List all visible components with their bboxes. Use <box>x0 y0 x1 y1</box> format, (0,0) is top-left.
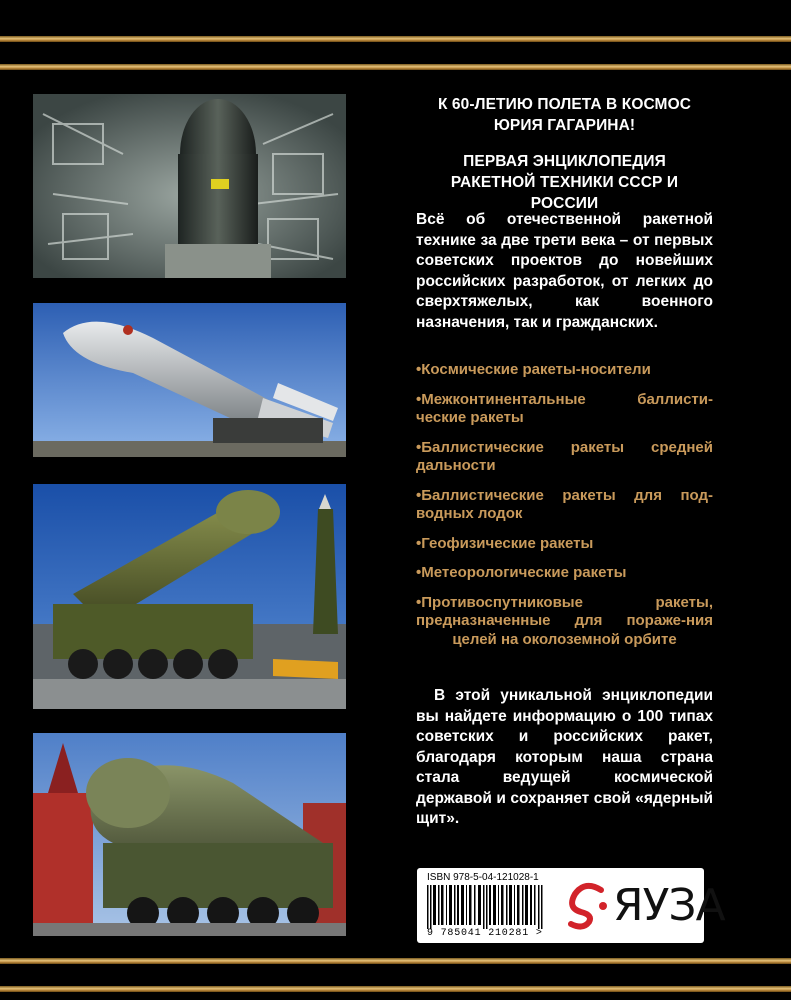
title-heading <box>416 151 713 214</box>
anniversary-heading <box>416 94 713 136</box>
publisher-swirl-icon <box>567 882 611 932</box>
isbn-label: ISBN 978-5-04-121028-1 <box>427 872 539 883</box>
list-item: •Баллистические ракеты средней дальности <box>416 438 713 474</box>
outro-paragraph: В этой уникальной энциклопедии вы найдете информацию о 100 типах советских и российских ракет, благодаря которым наша страна стала ведущей космической державой и сохраняет свой «ядерный щит». <box>416 687 713 827</box>
top-gold-band-1 <box>0 36 791 42</box>
list-item: •Межконтинентальные баллисти-ческие ракеты <box>416 390 713 426</box>
anniversary-line-2: ЮРИЯ ГАГАРИНА! <box>493 117 636 134</box>
title-line-1: ПЕРВАЯ ЭНЦИКЛОПЕДИЯ <box>463 153 666 170</box>
list-item: •Метеорологические ракеты <box>416 564 627 581</box>
top-gold-band-2 <box>0 64 791 70</box>
bottom-gold-band-1 <box>0 958 791 964</box>
photo-proton-rocket <box>33 303 346 457</box>
barcode-block <box>417 868 725 943</box>
list-item: •Баллистические ракеты для под-водных лодок <box>416 486 713 522</box>
bottom-gold-band-2 <box>0 986 791 992</box>
list-item: •Противоспутниковые ракеты, предназначенные для пораже-ния целей на околоземной орбите <box>416 593 713 648</box>
publisher-logo: ЯУЗА <box>613 880 725 931</box>
photo-red-square-parade <box>33 733 346 936</box>
list-item: •Геофизические ракеты <box>416 534 594 552</box>
rocket-types-list <box>416 361 713 660</box>
barcode-number: 9 785041 210281 > <box>427 928 543 939</box>
photo-mobile-icbm <box>33 484 346 709</box>
photo-missile-silo <box>33 94 346 278</box>
list-item: •Космические ракеты-носители <box>416 361 651 378</box>
title-line-2: РАКЕТНОЙ ТЕХНИКИ СССР И РОССИИ <box>450 174 679 212</box>
intro-paragraph: Всё об отечественной ракетной технике за две трети века – от первых советских проектов до новейших российских разработок, от легких до сверхтяжелых, как военного назначения, так и гражданских. <box>416 211 713 331</box>
barcode-icon <box>427 885 545 929</box>
anniversary-line-1: К 60-ЛЕТИЮ ПОЛЕТА В КОСМОС <box>437 96 692 113</box>
